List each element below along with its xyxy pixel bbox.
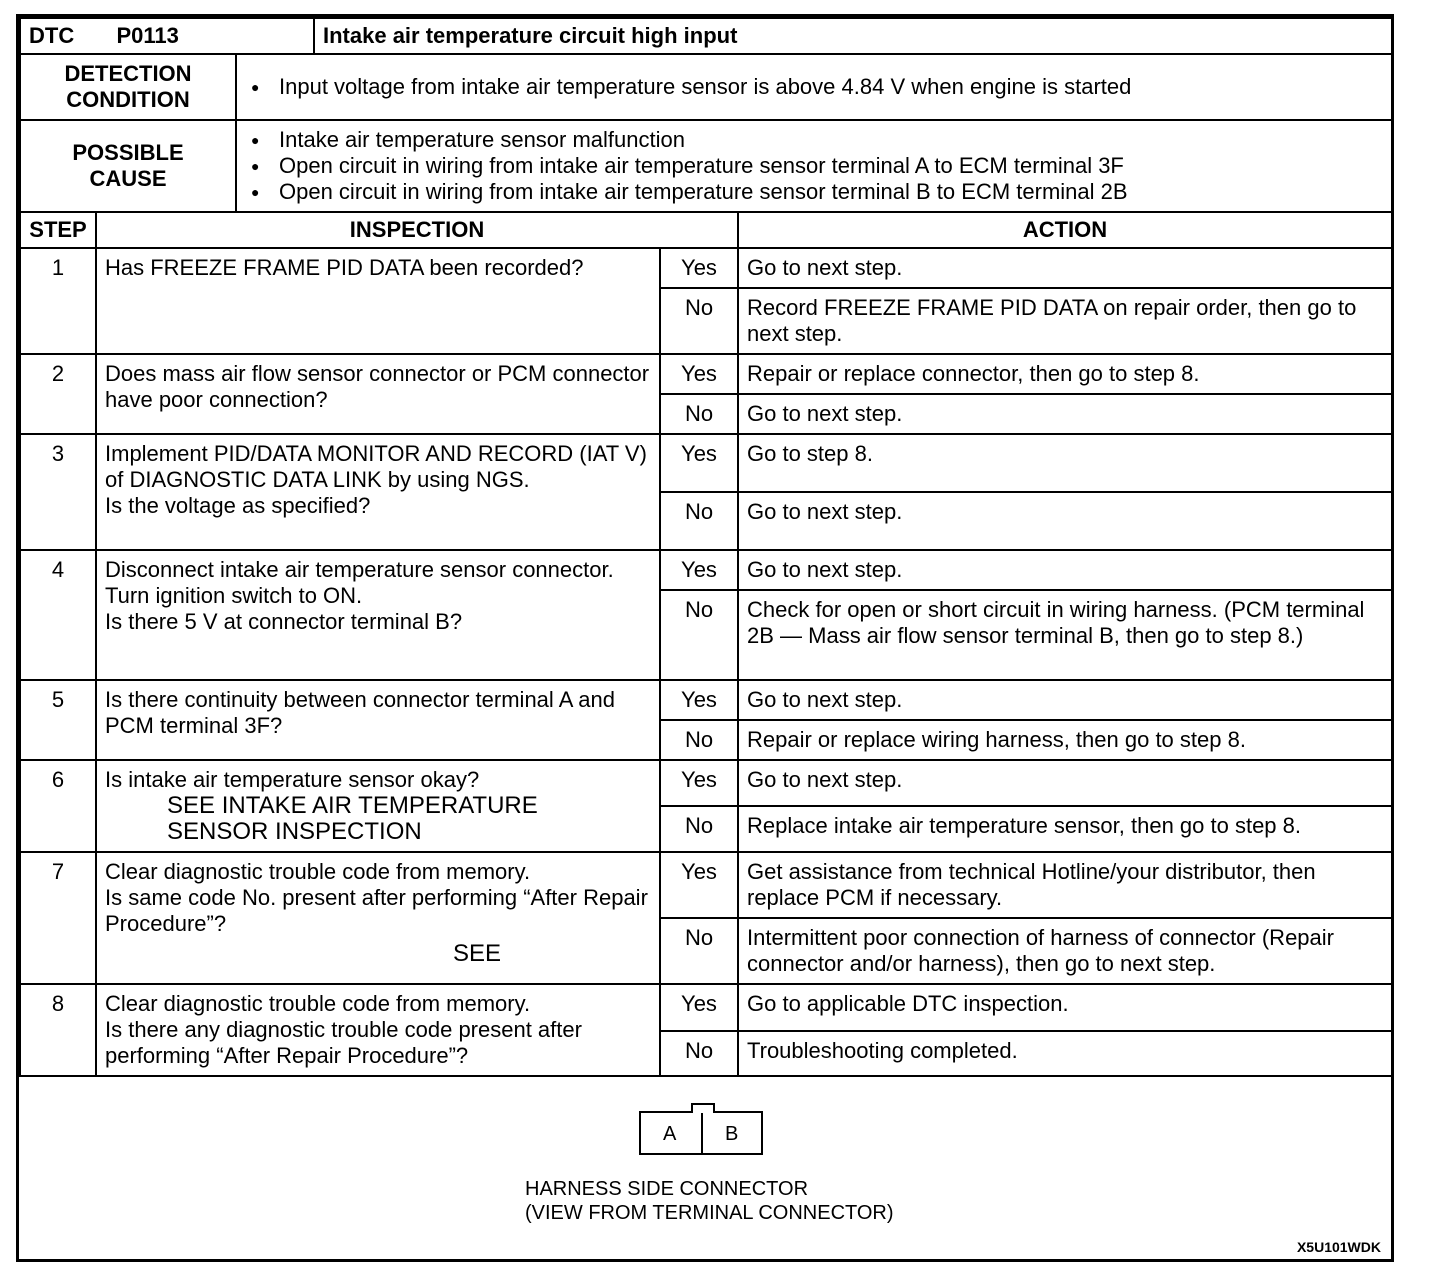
yes-action: Go to applicable DTC inspection. [738,984,1392,1031]
step-inspection [96,550,660,680]
step-inspection: Is there continuity between connector terminal A and PCM terminal 3F? [96,680,660,760]
yes-label: Yes [660,248,738,288]
yes-label: Yes [660,984,738,1031]
see-reference: SENSOR INSPECTION [167,818,422,845]
step-number: 4 [20,550,96,680]
inspection-line: Is same code No. present after performing “After Repair Procedure”? [105,885,648,936]
yes-label: Yes [660,354,738,394]
yes-label: Yes [660,852,738,918]
inspection-line: Is there any diagnostic trouble code present after performing “After Repair Procedure”? [105,1017,582,1068]
step-number: 2 [20,354,96,434]
detection-condition-label [20,54,236,120]
step-number: 6 [20,760,96,852]
dtc-label: DTC [29,23,75,48]
no-action: Intermittent poor connection of harness of connector (Repair connector and/or harness), then go to next step. [738,918,1392,984]
detection-bullet: ● Input voltage from intake air temperature sensor is above 4.84 V when engine is started [279,74,1383,100]
no-label: No [660,720,738,760]
dtc-code: P0113 [116,23,179,48]
see-reference: SEE [453,940,502,967]
inspection-line: Clear diagnostic trouble code from memory. [105,859,531,884]
yes-action: Go to next step. [738,680,1392,720]
inspection-line: Is the voltage as specified? [105,493,371,518]
detection-condition-text [236,54,1392,120]
step-number: 1 [20,248,96,354]
yes-action: Go to next step. [738,550,1392,590]
step-inspection: Has FREEZE FRAME PID DATA been recorded? [96,248,660,354]
connector-diagram [19,1065,1391,1259]
figure-code: X5U101WDK [1296,1239,1381,1255]
no-action: Check for open or short circuit in wiring harness. (PCM terminal 2B — Mass air flow sensor terminal B, then go to step 8.) [738,590,1392,680]
harness-connector-icon [639,1111,763,1155]
detection-label-line-2: CONDITION [66,87,190,112]
see-reference: SEE INTAKE AIR TEMPERATURE [167,792,538,819]
no-label: No [660,918,738,984]
no-action: Replace intake air temperature sensor, then go to step 8. [738,806,1392,852]
connector-lock-tab [691,1103,715,1113]
step-inspection [96,984,660,1076]
dtc-code-cell [20,18,314,54]
caption-line: HARNESS SIDE CONNECTOR [525,1178,809,1200]
terminal-b-label: B [725,1123,739,1145]
detection-label-line-1: DETECTION [64,61,192,86]
possible-label-line-2: CAUSE [89,166,167,191]
no-action: Record FREEZE FRAME PID DATA on repair order, then go to next step. [738,288,1392,354]
no-label: No [660,590,738,680]
terminal-a-label: A [663,1123,677,1145]
step-inspection [96,852,660,984]
no-label: No [660,394,738,434]
yes-label: Yes [660,760,738,806]
yes-label: Yes [660,550,738,590]
yes-label: Yes [660,680,738,720]
inspection-line: Clear diagnostic trouble code from memory. [105,991,531,1016]
yes-action: Repair or replace connector, then go to step 8. [738,354,1392,394]
cause-item: ● Intake air temperature sensor malfunction [279,127,1383,153]
step-inspection [96,434,660,550]
caption-line: (VIEW FROM TERMINAL CONNECTOR) [525,1202,894,1224]
dtc-sheet [16,14,1394,1262]
no-action: Go to next step. [738,394,1392,434]
cause-item: ● Open circuit in wiring from intake air temperature sensor terminal A to ECM terminal 3F [279,153,1383,179]
yes-label: Yes [660,434,738,492]
yes-action: Get assistance from technical Hotline/your distributor, then replace PCM if necessary. [738,852,1392,918]
yes-action: Go to next step. [738,248,1392,288]
step-inspection [96,760,660,852]
yes-action: Go to next step. [738,760,1392,806]
step-number: 3 [20,434,96,550]
col-step-header: STEP [20,212,96,248]
possible-cause-label [20,120,236,212]
dtc-title: Intake air temperature circuit high input [314,18,1392,54]
no-action: Go to next step. [738,492,1392,550]
col-inspection-header: INSPECTION [96,212,738,248]
connector-caption [525,1177,894,1225]
step-number: 7 [20,852,96,984]
connector-divider [701,1113,703,1153]
dtc-header-table [19,17,1393,213]
no-action: Repair or replace wiring harness, then go to step 8. [738,720,1392,760]
no-label: No [660,806,738,852]
no-label: No [660,492,738,550]
no-label: No [660,288,738,354]
step-number: 8 [20,984,96,1076]
step-number: 5 [20,680,96,760]
cause-item: ● Open circuit in wiring from intake air temperature sensor terminal B to ECM terminal 2B [279,179,1383,205]
inspection-line: Is there 5 V at connector terminal B? [105,609,463,634]
no-action: Troubleshooting completed. [738,1031,1392,1076]
yes-action: Go to step 8. [738,434,1392,492]
inspection-line: Turn ignition switch to ON. [105,583,363,608]
inspection-line: Is intake air temperature sensor okay? [105,767,480,792]
inspection-table [19,211,1393,1077]
inspection-line: Implement PID/DATA MONITOR AND RECORD (IAT V) of DIAGNOSTIC DATA LINK by using NGS. [105,441,647,492]
possible-cause-list [236,120,1392,212]
inspection-line: Disconnect intake air temperature sensor connector. [105,557,614,582]
col-action-header: ACTION [738,212,1392,248]
no-label: No [660,1031,738,1076]
step-inspection: Does mass air flow sensor connector or PCM connector have poor connection? [96,354,660,434]
possible-label-line-1: POSSIBLE [72,140,184,165]
